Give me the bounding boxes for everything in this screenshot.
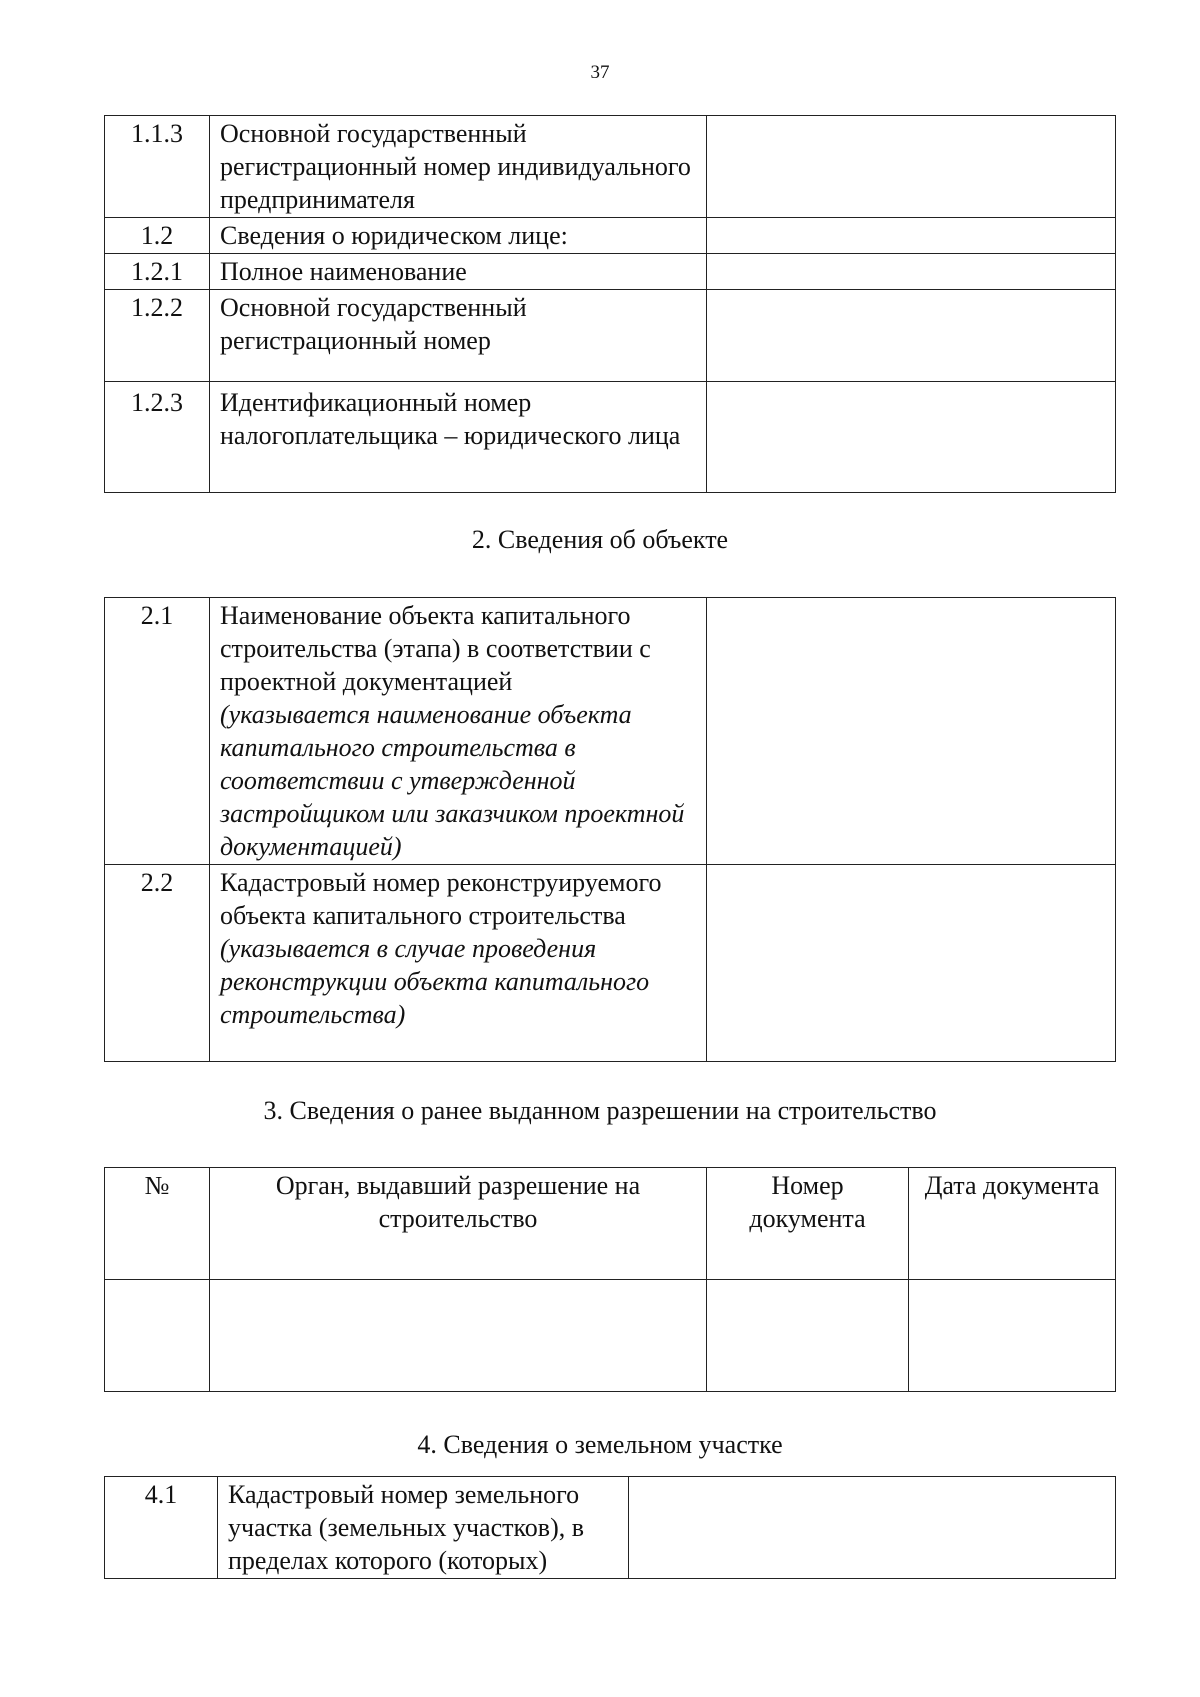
row-note: (указывается наименование объекта капитального строительства в соответствии с утвержденной застройщиком или заказчиком проектной документацией) xyxy=(220,700,685,861)
table-row xyxy=(105,1477,1116,1579)
row-label: Кадастровый номер земельного участка (земельных участков), в пределах которого (которых) xyxy=(218,1477,629,1579)
permit-table xyxy=(104,1167,1116,1392)
column-header-number: № xyxy=(105,1168,210,1280)
table-row xyxy=(105,865,1116,1062)
row-value-cell[interactable] xyxy=(707,382,1116,493)
row-label-cell xyxy=(210,865,707,1062)
land-table xyxy=(104,1476,1116,1579)
row-number: 4.1 xyxy=(105,1477,218,1579)
column-header-document-date: Дата документа xyxy=(909,1168,1116,1280)
row-value-cell[interactable] xyxy=(707,116,1116,218)
row-number: 1.1.3 xyxy=(105,116,210,218)
cell-document-date[interactable] xyxy=(909,1280,1116,1392)
table-row xyxy=(105,1280,1116,1392)
applicant-table xyxy=(104,115,1116,493)
row-label: Идентификационный номер налогоплательщика – юридического лица xyxy=(210,382,707,493)
table-row xyxy=(105,382,1116,493)
section-3-heading: 3. Сведения о ранее выданном разрешении на строительство xyxy=(263,1096,937,1125)
row-number: 1.2 xyxy=(105,218,210,254)
row-number: 2.1 xyxy=(105,598,210,865)
row-number: 1.2.3 xyxy=(105,382,210,493)
row-label-cell xyxy=(210,598,707,865)
column-header-document-number: Номер документа xyxy=(707,1168,909,1280)
row-value-cell[interactable] xyxy=(707,598,1116,865)
row-label: Полное наименование xyxy=(210,254,707,290)
row-value-cell[interactable] xyxy=(707,254,1116,290)
table-row xyxy=(105,290,1116,382)
row-value-cell[interactable] xyxy=(707,290,1116,382)
row-number: 1.2.1 xyxy=(105,254,210,290)
table-row xyxy=(105,598,1116,865)
row-label: Основной государственный регистрационный номер xyxy=(210,290,707,382)
cell-document-number[interactable] xyxy=(707,1280,909,1392)
row-note: (указывается в случае проведения реконструкции объекта капитального строительства) xyxy=(220,934,650,1029)
page-number: 37 xyxy=(590,62,610,83)
table-row xyxy=(105,254,1116,290)
row-number: 1.2.2 xyxy=(105,290,210,382)
table-row xyxy=(105,116,1116,218)
row-label: Кадастровый номер реконструируемого объекта капитального строительства xyxy=(220,868,662,930)
column-header-authority: Орган, выдавший разрешение на строительство xyxy=(210,1168,707,1280)
table-row xyxy=(105,218,1116,254)
row-value-cell[interactable] xyxy=(629,1477,1116,1579)
row-value-cell[interactable] xyxy=(707,218,1116,254)
section-2-heading: 2. Сведения об объекте xyxy=(471,525,729,554)
row-label: Наименование объекта капитального строительства (этапа) в соответствии с проектной документацией xyxy=(220,601,651,696)
row-label: Сведения о юридическом лице: xyxy=(210,218,707,254)
cell-number[interactable] xyxy=(105,1280,210,1392)
row-value-cell[interactable] xyxy=(707,865,1116,1062)
table-header-row xyxy=(105,1168,1116,1280)
section-4-heading: 4. Сведения о земельном участке xyxy=(417,1430,783,1459)
row-label: Основной государственный регистрационный номер индивидуального предпринимателя xyxy=(210,116,707,218)
object-table xyxy=(104,597,1116,1062)
row-number: 2.2 xyxy=(105,865,210,1062)
cell-authority[interactable] xyxy=(210,1280,707,1392)
